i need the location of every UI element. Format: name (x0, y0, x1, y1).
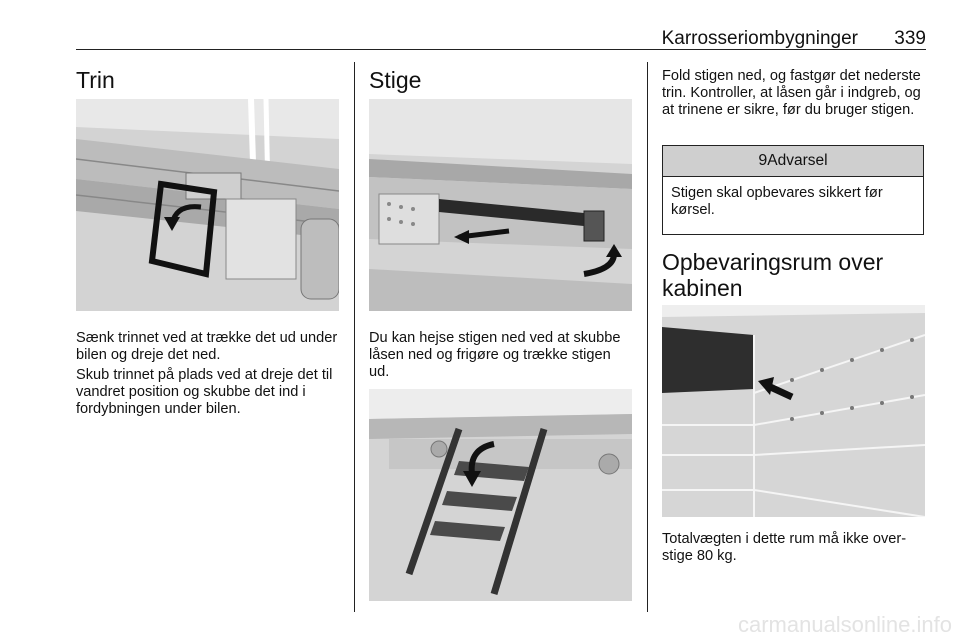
header-rule (76, 49, 926, 50)
section-heading-stige: Stige (369, 67, 422, 93)
watermark: carmanualsonline.info (737, 612, 952, 637)
warning-header (663, 146, 923, 177)
column-divider (354, 62, 355, 612)
paragraph: Fold stigen ned, og fastgør det nederste trin. Kontroller, at låsen går i indgreb, og at trinene er sikre, før du bruger stigen. (662, 68, 921, 118)
storage-compartment-illustration (662, 305, 925, 517)
header-title: Karrosseriombygninger (661, 28, 858, 49)
warning-icon: 9 (758, 152, 768, 169)
paragraph: Totalvægten i dette rum må ikke overstige 80 kg. (662, 531, 907, 564)
column-divider (647, 62, 648, 612)
section-heading-trin: Trin (76, 67, 115, 93)
ladder-release-illustration (369, 99, 632, 311)
paragraph: Sænk trinnet ved at trække det ud under bilen og dreje det ned. (76, 330, 338, 363)
ladder-fold-illustration (369, 389, 632, 601)
warning-text: Stigen skal opbevares sikkert før kørsel. (671, 185, 883, 218)
warning-title: Advarsel (767, 152, 828, 169)
page-number: 339 (894, 28, 926, 49)
step-illustration (76, 99, 339, 311)
section-heading-storage: Opbevaringsrum over kabinen (662, 249, 884, 301)
paragraph: Skub trinnet på plads ved at dreje det til vandret position og skubbe det ind i fordybningen under bilen. (76, 367, 333, 417)
page-header (76, 28, 926, 50)
warning-box (662, 145, 924, 235)
paragraph: Du kan hejse stigen ned ved at skubbe låsen ned og frigøre og trække stigen ud. (369, 330, 621, 380)
